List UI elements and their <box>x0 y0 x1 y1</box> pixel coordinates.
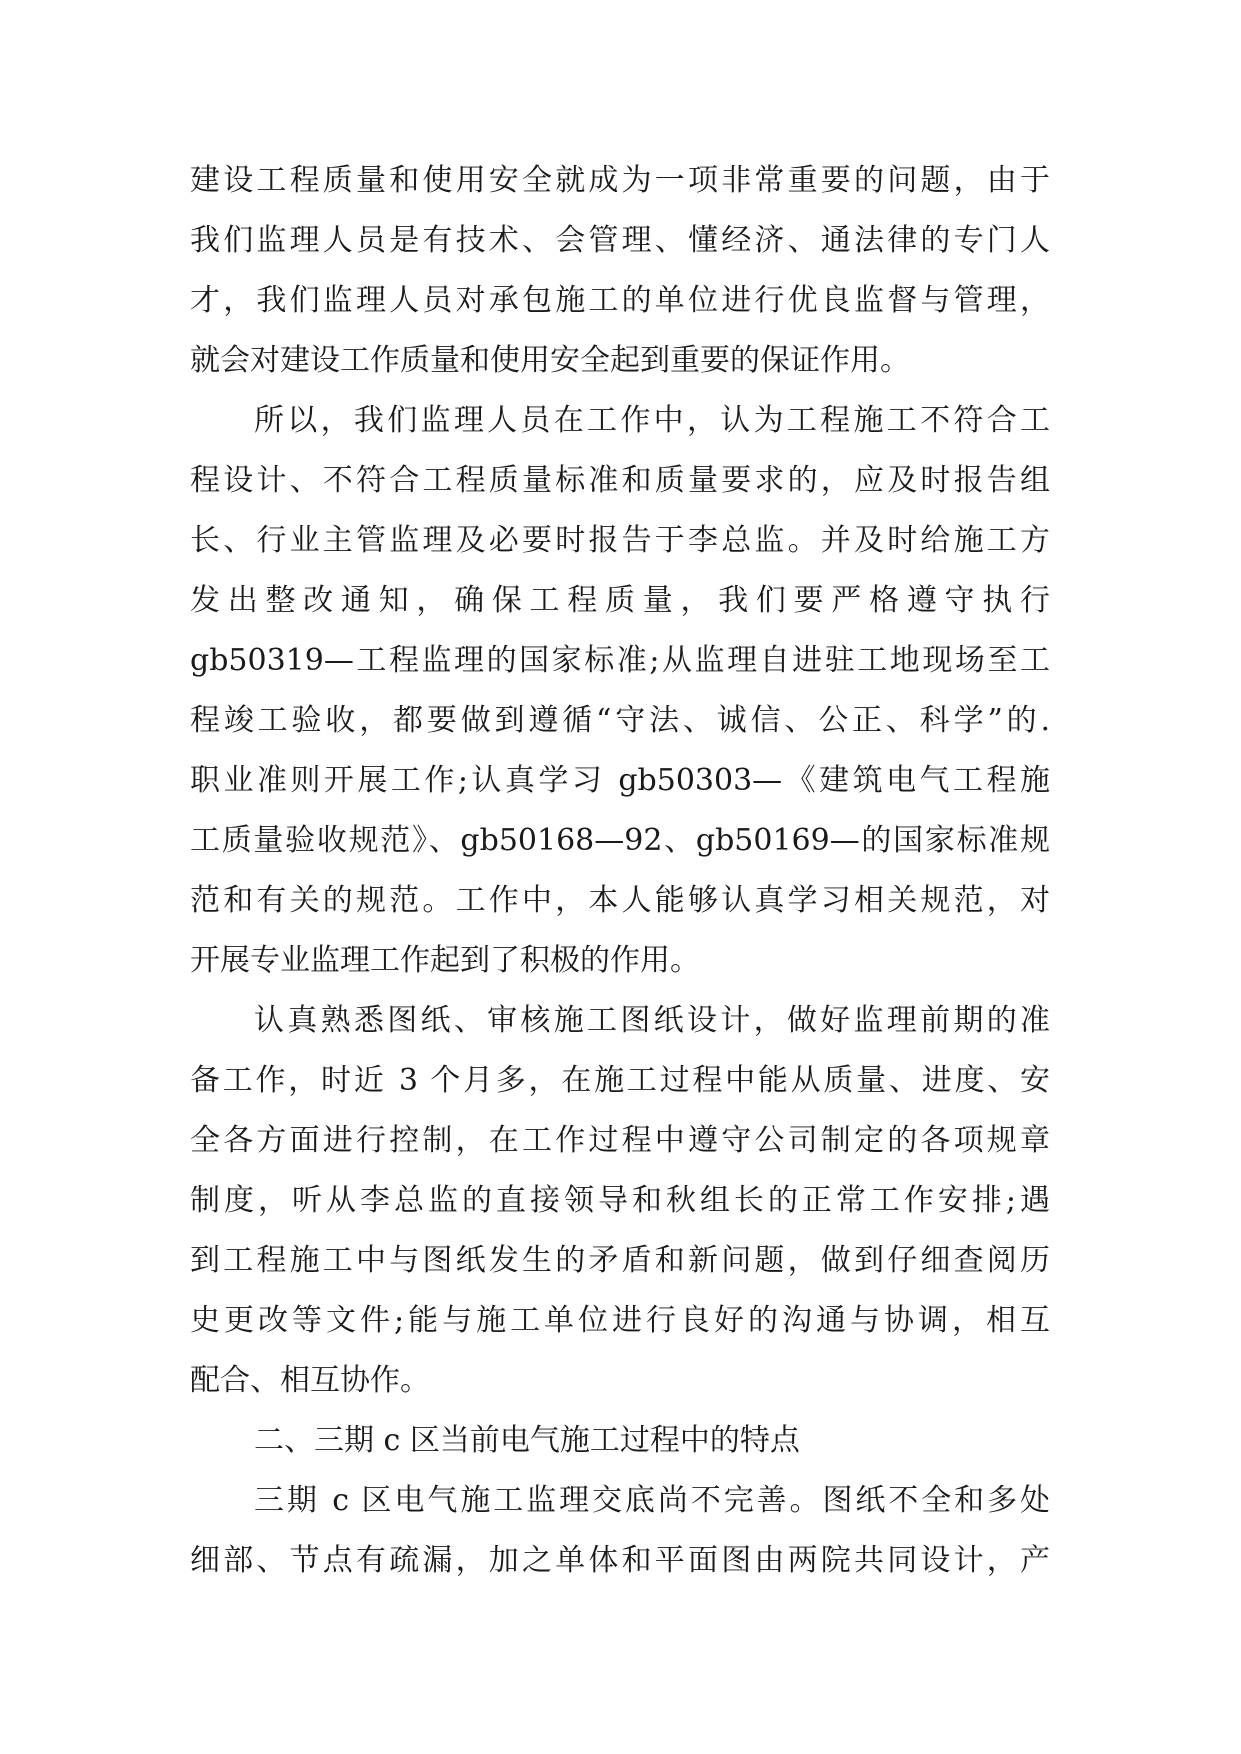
text-line: 开展专业监理工作起到了积极的作用。 <box>190 943 700 978</box>
text-line: 全各方面进行控制，在工作过程中遵守公司制定的各项规章 <box>190 1123 1050 1158</box>
text-line: 职业准则开展工作;认真学习 gb50303—《建筑电气工程施 <box>190 763 1050 798</box>
text-line: 工质量验收规范》、gb50168—92、gb50169—的国家标准规 <box>190 823 1050 858</box>
text-line: gb50319—工程监理的国家标准;从监理自进驻工地现场至工 <box>190 643 1050 678</box>
text-line: 配合、相互协作。 <box>190 1363 430 1398</box>
text-line: 范和有关的规范。工作中，本人能够认真学习相关规范，对 <box>190 883 1050 918</box>
body-text <box>190 151 1050 1591</box>
text-line: 建设工程质量和使用安全就成为一项非常重要的问题，由于 <box>190 163 1050 198</box>
text-line: 程竣工验收，都要做到遵循“守法、诚信、公正、科学”的. <box>190 703 1050 738</box>
text-line: 三期 c 区电气施工监理交底尚不完善。图纸不全和多处 <box>254 1483 1050 1518</box>
text-line: 到工程施工中与图纸发生的矛盾和新问题，做到仔细查阅历 <box>190 1243 1050 1278</box>
text-line: 长、行业主管监理及必要时报告于李总监。并及时给施工方 <box>190 523 1050 558</box>
text-line: 细部、节点有疏漏，加之单体和平面图由两院共同设计，产 <box>190 1543 1050 1578</box>
text-line: 史更改等文件;能与施工单位进行良好的沟通与协调，相互 <box>190 1303 1050 1338</box>
text-line: 就会对建设工作质量和使用安全起到重要的保证作用。 <box>190 343 910 378</box>
text-line: 才，我们监理人员对承包施工的单位进行优良监督与管理， <box>190 283 1050 318</box>
text-line: 发出整改通知，确保工程质量，我们要严格遵守执行 <box>190 583 1050 618</box>
text-line: 制度，听从李总监的直接领导和秋组长的正常工作安排;遇 <box>190 1183 1050 1218</box>
text-line: 认真熟悉图纸、审核施工图纸设计，做好监理前期的准 <box>254 1003 1050 1038</box>
text-line: 所以，我们监理人员在工作中，认为工程施工不符合工 <box>254 403 1050 438</box>
text-line: 二、三期 c 区当前电气施工过程中的特点 <box>254 1423 800 1458</box>
text-line: 备工作，时近 3 个月多，在施工过程中能从质量、进度、安 <box>190 1063 1050 1098</box>
text-line: 我们监理人员是有技术、会管理、懂经济、通法律的专门人 <box>190 223 1050 258</box>
text-line: 程设计、不符合工程质量标准和质量要求的，应及时报告组 <box>190 463 1050 498</box>
